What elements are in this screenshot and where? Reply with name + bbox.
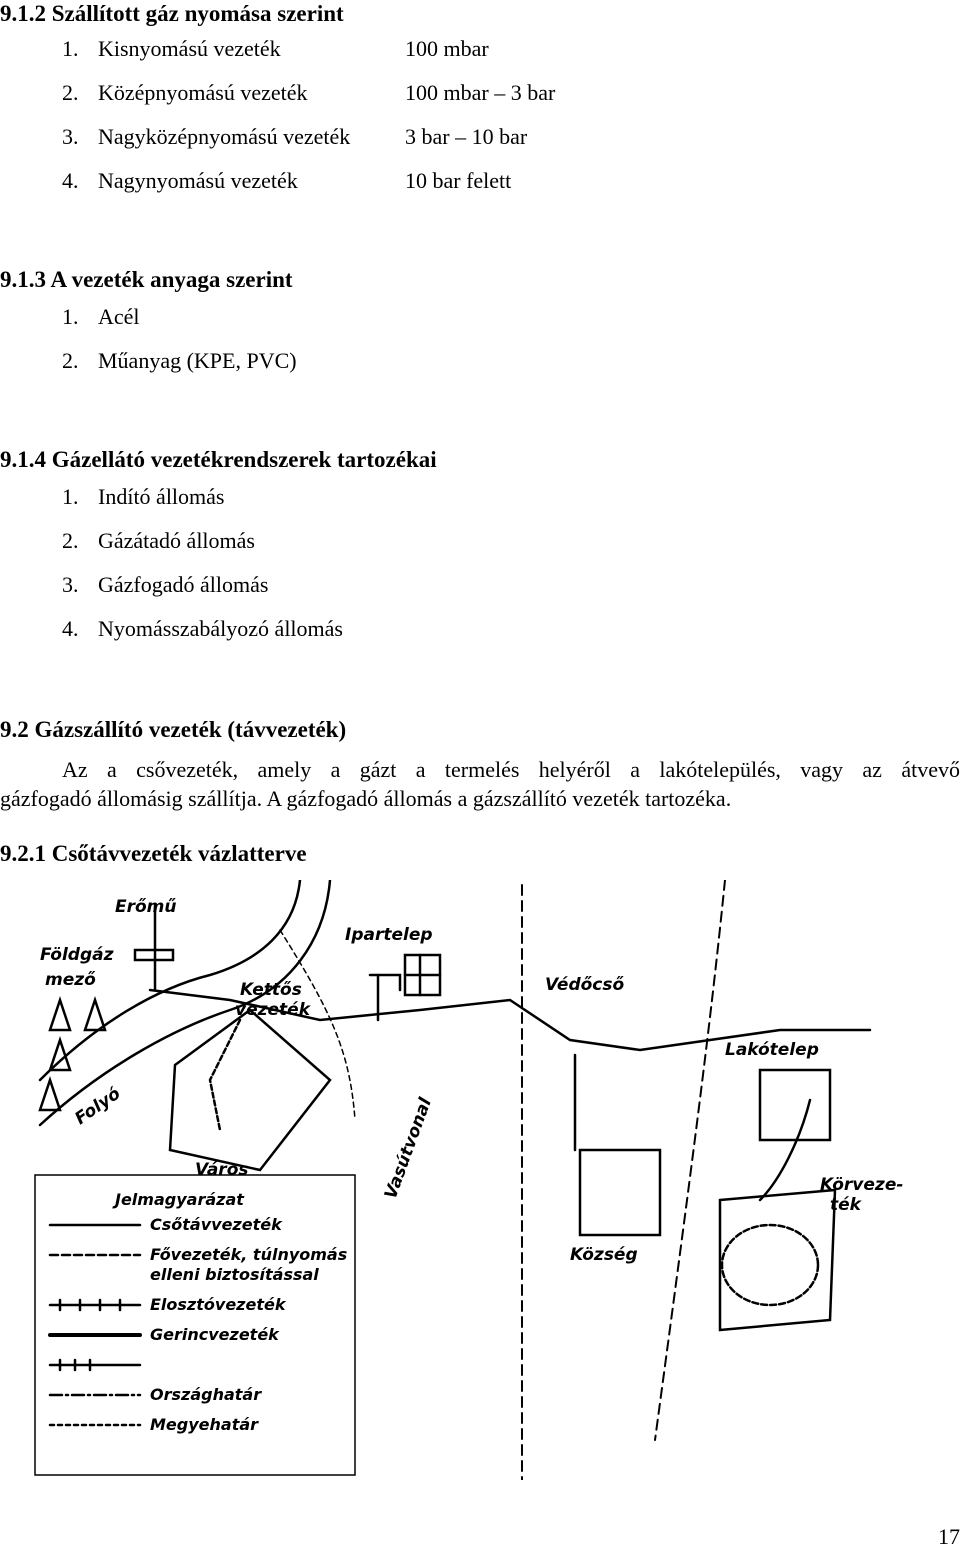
list-label: Nyomásszabályozó állomás: [98, 616, 343, 641]
word: a: [630, 757, 640, 782]
legend-item: elleni biztosítással: [150, 1265, 319, 1284]
label-lakotelep: Lakótelep: [725, 1040, 819, 1060]
list-item: [62, 348, 297, 374]
city-block: [170, 1010, 330, 1170]
pressure-value: 3 bar – 10 bar: [405, 124, 528, 149]
label-folyo: Folyó: [71, 1083, 125, 1130]
list-item: [62, 80, 308, 106]
legend-item: Fővezeték, túlnyomás: [150, 1245, 348, 1264]
legend-item: Csőtávvezeték: [150, 1215, 282, 1234]
label-kettos: Kettős: [240, 980, 302, 1000]
label-vezetek: vezeték: [235, 1000, 310, 1020]
list-number: 1.: [62, 304, 79, 329]
list-label: Gázátadó állomás: [98, 528, 255, 553]
village-block: [580, 1150, 660, 1235]
paragraph-line-2: gázfogadó állomásig szállítja. A gázfogadó állomás a gázszállító vezeték tartozéka.: [0, 786, 732, 811]
list-number: 2.: [62, 80, 79, 105]
list-number: 1.: [62, 36, 79, 61]
word: a: [107, 757, 117, 782]
word: helyéről: [538, 757, 611, 782]
word: vagy: [800, 757, 844, 782]
list-label: Műanyag (KPE, PVC): [98, 348, 297, 373]
ring-pipeline: [722, 1225, 818, 1305]
paragraph-line-1: [0, 755, 960, 784]
list-label: Nagynyomású vezeték: [98, 168, 298, 193]
label-kozseg: Község: [570, 1245, 638, 1265]
list-number: 1.: [62, 484, 79, 509]
heading-9-1-4: 9.1.4 Gázellátó vezetékrendszerek tartozékai: [0, 447, 437, 472]
list-item: [62, 124, 350, 150]
label-vasutvonal: Vasútvonal: [380, 1095, 436, 1202]
list-label: Acél: [98, 304, 140, 329]
railway-line: [655, 880, 725, 1440]
word: gázt: [359, 757, 397, 782]
word: Az: [62, 757, 88, 782]
label-varos: Város: [195, 1160, 249, 1180]
list-item: [62, 616, 343, 642]
pressure-value: 100 mbar: [405, 36, 489, 61]
legend-item: Gerincvezeték: [150, 1325, 279, 1344]
heading-9-2: 9.2 Gázszállító vezeték (távvezeték): [0, 717, 347, 742]
word: a: [330, 757, 341, 782]
label-mezo: mező: [45, 970, 96, 990]
list-number: 4.: [62, 168, 79, 193]
list-item: [62, 572, 268, 598]
paragraph: [0, 755, 960, 813]
word: termelés: [444, 757, 520, 782]
list-item: [62, 36, 281, 62]
word: az: [862, 757, 882, 782]
pressure-value: 100 mbar – 3 bar: [405, 80, 556, 105]
list-number: 3.: [62, 572, 79, 597]
legend-title: Jelmagyarázat: [115, 1190, 244, 1209]
label-eromu: Erőmű: [115, 897, 177, 917]
label-tek: ték: [830, 1195, 861, 1215]
label-korvezetek: Körveze-: [820, 1175, 904, 1195]
word: lakótelepülés,: [659, 757, 781, 782]
legend-item: Elosztóvezeték: [150, 1295, 286, 1314]
railway: [280, 930, 355, 1120]
word: átvevő: [901, 757, 960, 782]
word: amely: [257, 757, 312, 782]
list-number: 3.: [62, 124, 79, 149]
legend-item: Megyehatár: [150, 1415, 259, 1434]
list-item: [62, 304, 140, 330]
list-label: Indító állomás: [98, 484, 225, 509]
word: csővezeték,: [136, 757, 239, 782]
list-number: 2.: [62, 348, 79, 373]
pressure-value: 10 bar felett: [405, 168, 512, 193]
legend-item: Országhatár: [150, 1385, 262, 1404]
list-label: Kisnyomású vezeték: [98, 36, 281, 61]
list-number: 2.: [62, 528, 79, 553]
heading-9-1-2: 9.1.2 Szállított gáz nyomása szerint: [0, 1, 344, 26]
gas-field-symbol: [40, 1000, 105, 1110]
label-ipartelep: Ipartelep: [345, 925, 433, 945]
list-number: 4.: [62, 616, 79, 641]
list-label: Nagyközépnyomású vezeték: [98, 124, 351, 149]
heading-9-1-3: 9.1.3 A vezeték anyaga szerint: [0, 267, 293, 292]
label-foldgaz: Földgáz: [40, 945, 114, 965]
industrial-branch: [370, 975, 400, 990]
word: a: [415, 757, 426, 782]
list-item: [62, 168, 298, 194]
label-vedocso: Védőcső: [545, 975, 625, 995]
pipeline-sketch-diagram: [0, 880, 960, 1480]
list-label: Gázfogadó állomás: [98, 572, 269, 597]
list-item: [62, 484, 224, 510]
page-number: 17: [938, 1524, 960, 1549]
list-item: [62, 528, 255, 554]
housing-block: [760, 1070, 830, 1140]
heading-9-2-1: 9.2.1 Csőtávvezeték vázlatterve: [0, 841, 307, 866]
list-label: Középnyomású vezeték: [98, 80, 308, 105]
